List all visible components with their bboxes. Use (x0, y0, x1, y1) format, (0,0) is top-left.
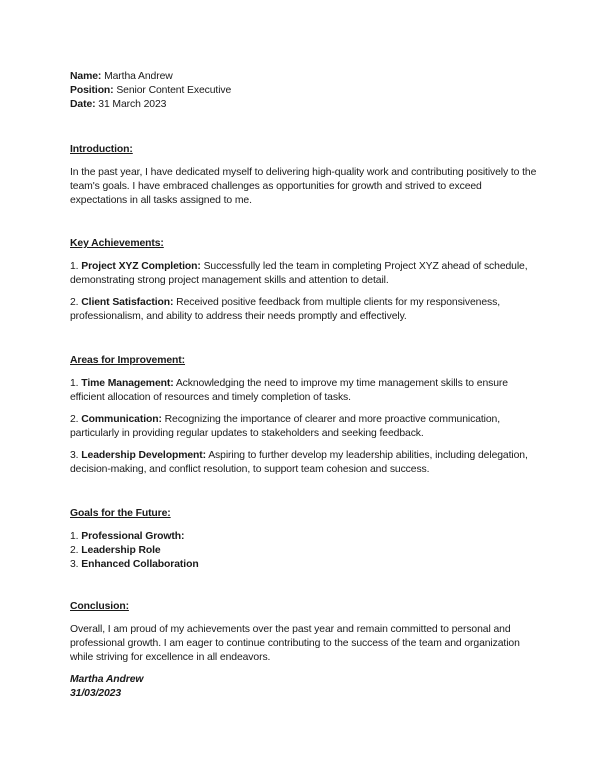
achievement-item: 1. Project XYZ Completion: Successfully led the team in completing Project XYZ ahead of schedule, demonstrating strong project management skills and attention to detail. (70, 261, 528, 286)
goal-item: 1. Professional Growth: (70, 531, 185, 542)
achievement-title: Client Satisfaction: (81, 297, 174, 308)
key-achievements-heading: Key Achievements: (70, 238, 164, 249)
introduction-section (70, 143, 540, 208)
goal-item: 2. Leadership Role (70, 545, 161, 556)
introduction-heading: Introduction: (70, 144, 133, 155)
position-value: Senior Content Executive (116, 85, 232, 96)
conclusion-section (70, 600, 540, 701)
conclusion-body: Overall, I am proud of my achievements over the past year and remain committed to personal and professional growth. I am eager to continue contributing to the success of the team and organization while striving for excellence in all endeavors. (70, 624, 520, 663)
improvement-title: Communication: (81, 414, 162, 425)
name-value: Martha Andrew (104, 71, 173, 82)
introduction-body: In the past year, I have dedicated myself to delivering high-quality work and contributing positively to the team's goals. I have embraced challenges as opportunities for growth and strived to exceed expectations in all tasks assigned to me. (70, 167, 537, 206)
header-block (70, 70, 540, 112)
goal-title: Enhanced Collaboration (81, 559, 199, 570)
improvement-item: 2. Communication: Recognizing the importance of clearer and more proactive communication, particularly in providing regular updates to stakeholders and seeking feedback. (70, 414, 501, 439)
improvement-item: 1. Time Management: Acknowledging the need to improve my time management skills to ensure efficient allocation of resources and timely completion of tasks. (70, 378, 508, 403)
position-line (70, 84, 540, 98)
name-label: Name: (70, 71, 102, 82)
achievement-title: Project XYZ Completion: (81, 261, 201, 272)
position-label: Position: (70, 85, 114, 96)
goal-title: Leadership Role (81, 545, 161, 556)
key-achievements-section (70, 237, 540, 324)
date-line (70, 98, 540, 112)
improvement-title: Leadership Development: (81, 450, 206, 461)
goal-item: 3. Enhanced Collaboration (70, 559, 199, 570)
name-line (70, 70, 540, 84)
conclusion-heading: Conclusion: (70, 601, 129, 612)
date-value: 31 March 2023 (98, 99, 167, 110)
date-label: Date: (70, 99, 96, 110)
goals-heading: Goals for the Future: (70, 508, 171, 519)
achievement-item: 2. Client Satisfaction: Received positive feedback from multiple clients for my responsiveness, professionalism, and ability to address their needs promptly and effectively. (70, 297, 500, 322)
improvement-title: Time Management: (81, 378, 174, 389)
areas-for-improvement-heading: Areas for Improvement: (70, 355, 186, 366)
signature-name: Martha Andrew (70, 674, 144, 685)
signature-date: 31/03/2023 (70, 688, 122, 699)
improvement-item: 3. Leadership Development: Aspiring to further develop my leadership abilities, including delegation, decision-making, and conflict resolution, to support team cohesion and success. (70, 450, 528, 475)
goal-title: Professional Growth: (81, 531, 185, 542)
areas-for-improvement-section (70, 354, 540, 477)
goals-section (70, 507, 540, 572)
